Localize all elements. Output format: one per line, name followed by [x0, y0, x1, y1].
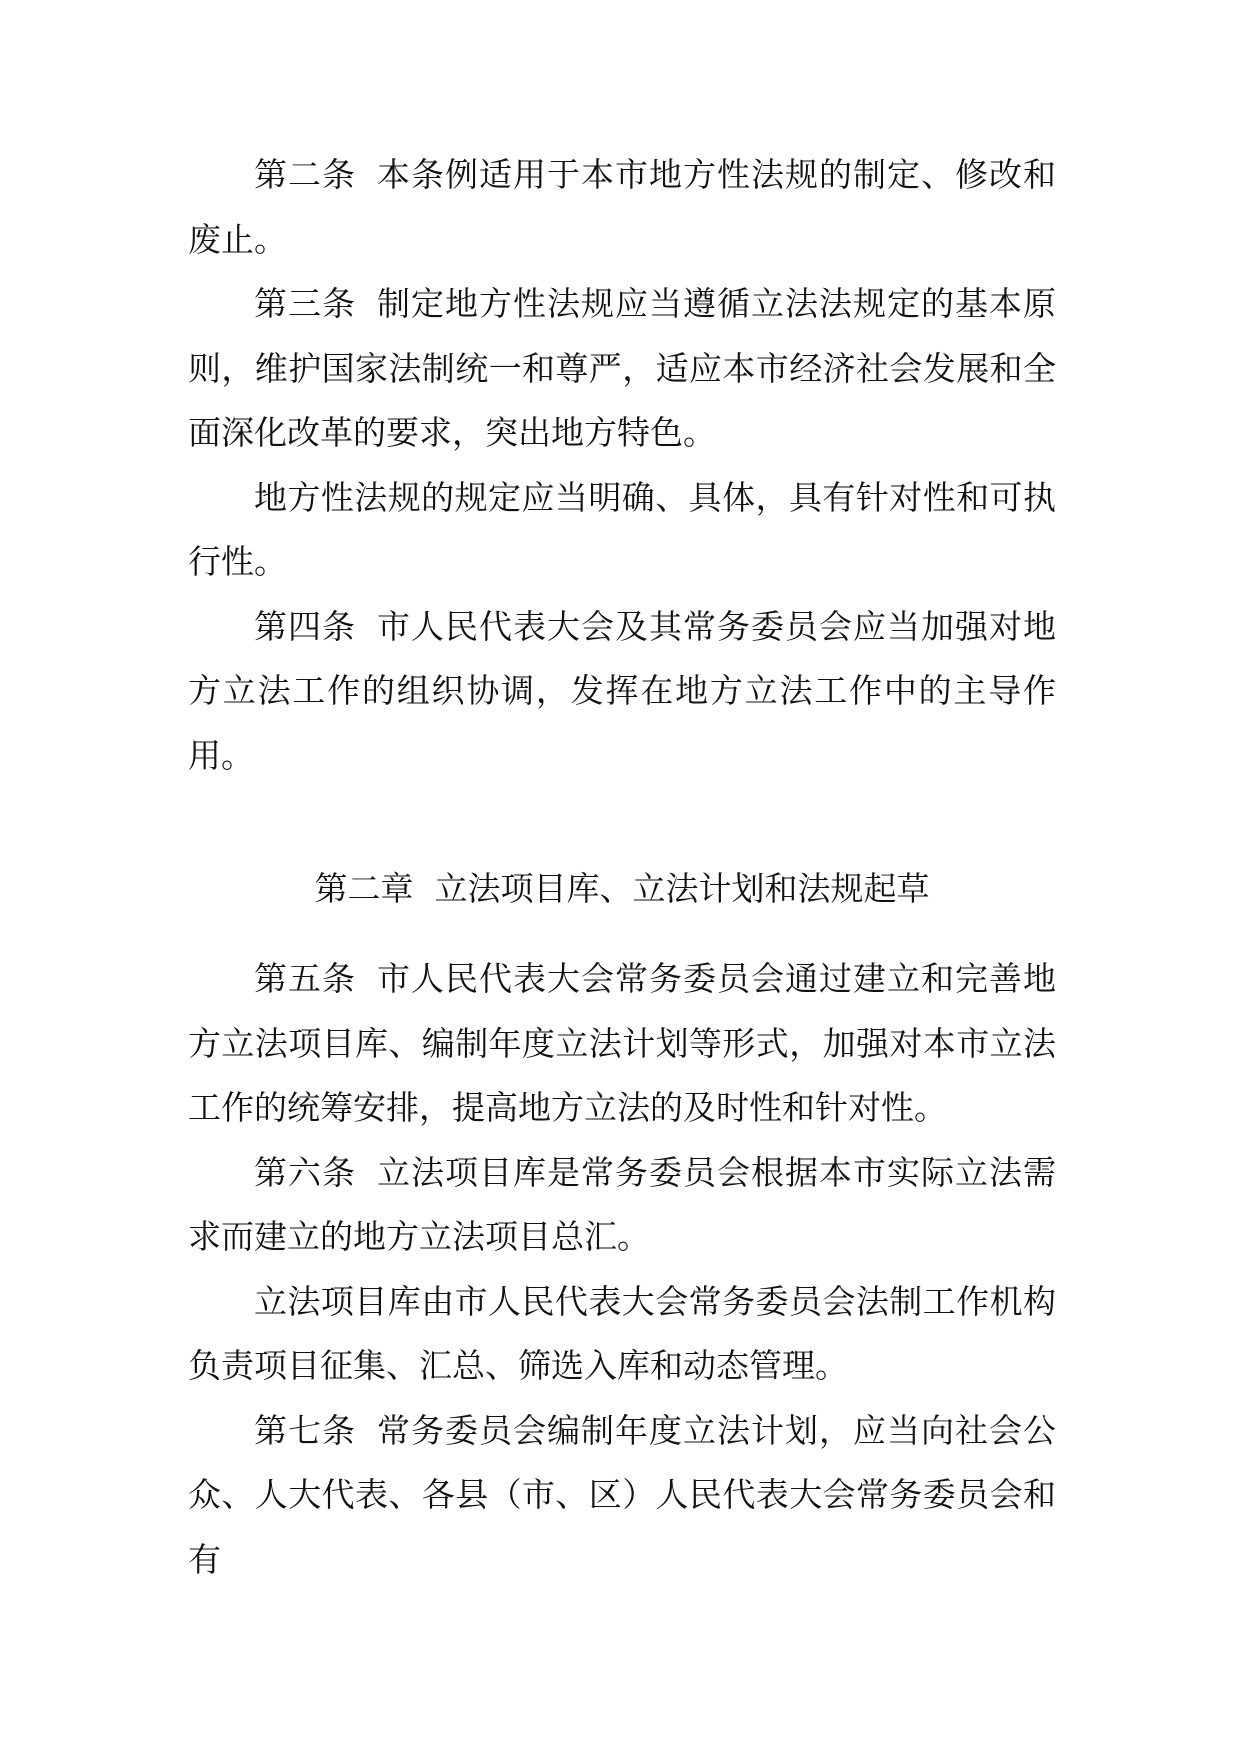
article-paragraph: [188, 1399, 1056, 1593]
chapter-title: 立法项目库、立法计划和法规起草: [434, 869, 930, 908]
clause-paragraph: [188, 1270, 1056, 1399]
article-number: 第四条: [254, 606, 356, 646]
article-text: 立法项目库是常务委员会根据本市实际立法需求而建立的地方立法项目总汇。: [188, 1152, 1056, 1256]
article-number: 第二条: [254, 155, 356, 194]
section-one: [188, 143, 1056, 788]
clause-text: 地方性法规的规定应当明确、具体，具有针对性和可执行性。: [188, 477, 1056, 581]
article-number: 第五条: [254, 959, 356, 998]
article-number: 第六条: [254, 1152, 356, 1192]
article-text: 本条例适用于本市地方性法规的制定、修改和废止。: [188, 155, 1056, 259]
chapter-heading: [188, 857, 1056, 922]
clause-paragraph: [188, 466, 1056, 595]
section-two: [188, 947, 1056, 1592]
article-paragraph: [188, 595, 1056, 789]
article-text: 市人民代表大会及其常务委员会应当加强对地方立法工作的组织协调，发挥在地方立法工作中的主导作用。: [188, 606, 1056, 775]
article-paragraph: [188, 143, 1056, 272]
article-number: 第三条: [254, 284, 356, 323]
article-text: 常务委员会编制年度立法计划，应当向社会公众、人大代表、各县（市、区）人民代表大会常务委员会和有: [188, 1410, 1056, 1579]
article-paragraph: [188, 947, 1056, 1141]
article-text: 市人民代表大会常务委员会通过建立和完善地方立法项目库、编制年度立法计划等形式，加强对本市立法工作的统筹安排，提高地方立法的及时性和针对性。: [188, 959, 1056, 1127]
article-number: 第七条: [254, 1410, 356, 1450]
article-paragraph: [188, 272, 1056, 466]
chapter-number: 第二章: [314, 869, 414, 908]
article-text: 制定地方性法规应当遵循立法法规定的基本原则，维护国家法制统一和尊严，适应本市经济社会发展和全面深化改革的要求，突出地方特色。: [188, 284, 1056, 452]
clause-text: 立法项目库由市人民代表大会常务委员会法制工作机构负责项目征集、汇总、筛选入库和动态管理。: [188, 1281, 1056, 1385]
article-paragraph: [188, 1141, 1056, 1270]
